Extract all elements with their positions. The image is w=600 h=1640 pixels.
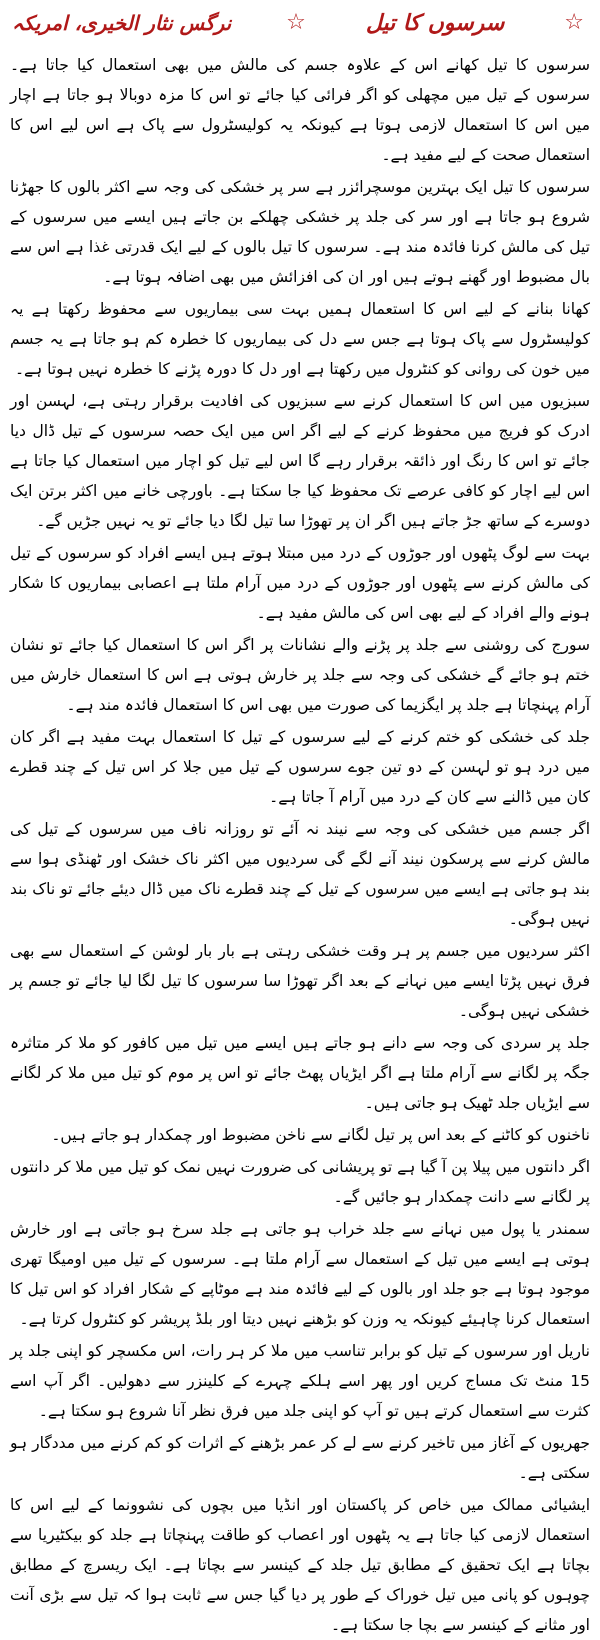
title-group: [286, 11, 584, 36]
paragraph: جلد کی خشکی کو ختم کرنے کے لیے سرسوں کے تیل کا استعمال بہت مفید ہے اگر کان میں درد ہو تو لہسن کے دو تین جوے سرسوں کے تیل میں جلا کر اس تیل کے چند قطرے کان میں ڈالنے سے کان کے درد میں آرام آ جاتا ہے۔: [10, 728, 590, 806]
paragraph: سرسوں کا تیل کھانے اس کے علاوہ جسم کی مالش میں بھی استعمال کیا جاتا ہے۔ سرسوں کے تیل میں مچھلی کو اگر فرائی کیا جائے تو اس کا مزہ دوبالا ہو جاتا ہے اچار میں اس کا استعمال لازمی ہوتا ہے کیونکہ یہ کولیسٹرول سے پاک ہے اس لیے اس کا استعمال صحت کے لیے مفید ہے۔: [10, 56, 590, 164]
paragraph: اگر جسم میں خشکی کی وجہ سے نیند نہ آئے تو روزانہ ناف میں سرسوں کے تیل کی مالش کرنے سے پرسکون نیند آنے لگے گی سردیوں میں اکثر ناک خشک اور ٹھنڈی ہوا سے بند ہو جاتی ہے ایسے میں سرسوں کے تیل کے چند قطرے ناک میں ڈال دیئے جائے تو ناک بند نہیں ہوگی۔: [10, 820, 590, 928]
article-title: سرسوں کا تیل: [365, 10, 505, 36]
paragraph: ناریل اور سرسوں کے تیل کو برابر تناسب میں ملا کر ہر رات، اس مکسچر کو اپنی جلد پر 15 منٹ تک مساج کریں اور پھر اسے ہلکے چہرے کے کلینزر سے دھولیں۔ اگر آپ اسے کثرت سے استعمال کرتے ہیں تو آپ کو اپنی جلد میں فرق نظر آنا شروع ہو سکتا ہے۔: [10, 1342, 590, 1420]
paragraph: اکثر سردیوں میں جسم پر ہر وقت خشکی رہتی ہے بار بار لوشن کے استعمال سے بھی فرق نہیں پڑتا ایسے میں نہانے کے بعد اگر تھوڑا سا سرسوں کا تیل لگا لیا جائے تو جسم پر خشکی نہیں ہوگی۔: [10, 942, 590, 1020]
paragraph: اگر دانتوں میں پیلا پن آ گیا ہے تو پریشانی کی ضرورت نہیں نمک کو تیل میں ملا کر دانتوں پر لگانے سے دانت چمکدار ہو جائیں گے۔: [10, 1158, 590, 1206]
paragraph: ایشیائی ممالک میں خاص کر پاکستان اور انڈیا میں بچوں کی نشوونما کے لیے اس کا استعمال لازمی کیا جاتا ہے یہ پٹھوں اور اعصاب کو طاقت پہنچاتا ہے جلد کو بیکٹیریا سے بچاتا ہے ایک تحقیق کے مطابق تیل جلد کے کینسر سے بچاتا ہے۔ ایک ریسرچ کے مطابق چوہوں کو پانی میں تیل خوراک کے طور پر دیا گیا جس سے ثابت ہوا کہ تیل سے بڑی آنت اور مثانے کے کینسر سے بچا جا سکتا ہے۔: [10, 1496, 590, 1634]
article-header: [10, 6, 590, 40]
star-icon: ☆: [286, 10, 306, 35]
paragraph: بہت سے لوگ پٹھوں اور جوڑوں کے درد میں مبتلا ہوتے ہیں ایسے افراد کو سرسوں کے تیل کی مالش کرنے سے پٹھوں اور جوڑوں کے درد میں آرام ملتا ہے اعصابی بیماریوں کا شکار ہونے والے افراد کے لیے بھی اس کی مالش مفید ہے۔: [10, 544, 590, 622]
article-body: [10, 50, 590, 1640]
paragraph: جلد پر سردی کی وجہ سے دانے ہو جاتے ہیں ایسے میں تیل میں کافور کو ملا کر متاثرہ جگہ پر لگانے سے آرام ملتا ہے اگر ایڑیاں پھٹ جائے تو اس پر موم کو تیل میں ملا کر لگانے سے ایڑیاں جلد ٹھیک ہو جاتی ہیں۔: [10, 1034, 590, 1112]
paragraph: سرسوں کا تیل ایک بہترین موسچرائزر ہے سر پر خشکی کی وجہ سے اکثر بالوں کا جھڑنا شروع ہو جاتا ہے اور سر کی جلد پر خشکی چھلکے بن جاتے ہیں ایسے میں سرسوں کے تیل کی مالش کرنا فائدہ مند ہے۔ سرسوں کا تیل بالوں کے لیے ایک قدرتی غذا ہے اس سے بال مضبوط اور گھنے ہوتے ہیں اور ان کی افزائش میں بھی اضافہ ہوتا ہے۔: [10, 178, 590, 286]
paragraph: سبزیوں میں اس کا استعمال کرنے سے سبزیوں کی افادیت برقرار رہتی ہے، لہسن اور ادرک کو فریج میں محفوظ کرنے کے لیے اگر اس میں ایک حصہ سرسوں کے تیل ڈال دیا جائے تو اس کا رنگ اور ذائقہ برقرار رہے گا اس لیے تیل کو اچار میں استعمال کیا جاتا ہے اس لیے اچار کو کافی عرصے تک محفوظ کیا جا سکتا ہے۔ باورچی خانے میں اکثر برتن ایک دوسرے کے ساتھ جڑ جاتے ہیں اگر ان پر تھوڑا سا تیل لگا دیا جائے تو یہ نہیں جڑیں گے۔: [10, 392, 590, 530]
author-name: نرگس نثار الخیری، امریکہ: [12, 11, 232, 35]
paragraph: جھریوں کے آغاز میں تاخیر کرنے سے لے کر عمر بڑھنے کے اثرات کو کم کرنے میں مددگار ہو سکتی ہے۔: [10, 1434, 590, 1482]
paragraph: ناخنوں کو کاٹنے کے بعد اس پر تیل لگانے سے ناخن مضبوط اور چمکدار ہو جاتے ہیں۔: [51, 1126, 590, 1144]
paragraph: سورج کی روشنی سے جلد پر پڑنے والے نشانات پر اگر اس کا استعمال کیا جائے تو نشان ختم ہو جائے گے خشکی کی وجہ سے جلد پر خارش ہوتی ہے اس کا استعمال خارش میں آرام پہنچاتا ہے جلد پر ایگزیما کی صورت میں بھی اس کا استعمال فائدہ مند ہے۔: [10, 636, 590, 714]
paragraph: کھانا بنانے کے لیے اس کا استعمال ہمیں بہت سی بیماریوں سے محفوظ رکھتا ہے یہ کولیسٹرول سے پاک ہوتا ہے جس سے دل کی بیماریوں کا خطرہ کم ہو جاتا ہے یہ جسم میں خون کی روانی کو کنٹرول میں رکھتا ہے اور دل کا دورہ پڑنے کا خطرہ نہیں ہوتا ہے۔: [10, 300, 590, 378]
star-icon: ☆: [564, 10, 584, 35]
paragraph: سمندر یا پول میں نہانے سے جلد خراب ہو جاتی ہے جلد سرخ ہو جاتی ہے اور خارش ہوتی ہے ایسے میں تیل کے استعمال سے آرام ملتا ہے۔ سرسوں کے تیل میں اومیگا تھری موجود ہوتا ہے جو جلد اور بالوں کے لیے فائدہ مند ہے موٹاپے کے شکار افراد کو اس تیل کا استعمال کرنا چاہیئے کیونکہ یہ وزن کو بڑھنے نہیں دیتا اور بلڈ پریشر کو کنٹرول کرتا ہے۔: [10, 1220, 590, 1328]
